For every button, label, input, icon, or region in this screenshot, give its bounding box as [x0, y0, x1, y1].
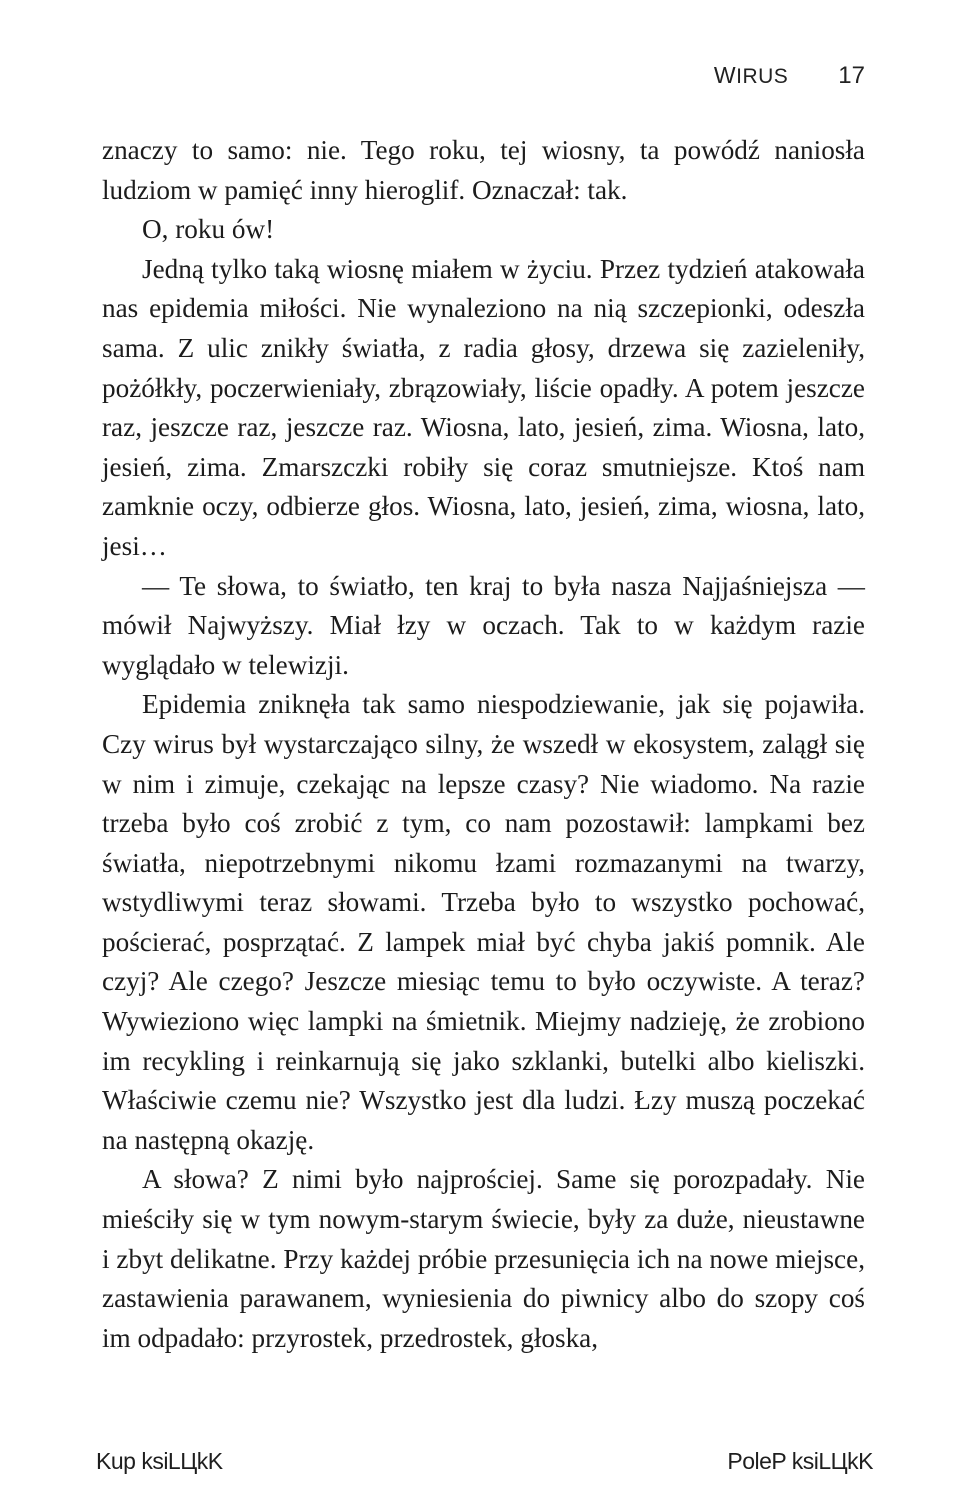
paragraph: Epidemia zniknęła tak samo niespodziewanie, jak się pojawiła. Czy wirus był wystarczająco silny, że wszedł w ekosystem, zalągł się w nim i zimuje, czekając na lepsze czasy? Nie wiadomo. Na razie trzeba było coś zrobić z tym, co nam pozostawił: lampkami bez światła, niepotrzebnymi nikomu łzami rozmazanymi na twarzy, wstydliwymi teraz słowami. Trzeba było to wszystko pochować, pościerać, posprzątać. Z lampek miał być chyba jakiś pomnik. Ale czyj? Ale czego? Jeszcze miesiąc temu to było oczywiste. A teraz? Wywieziono więc lampki na śmietnik. Miejmy nadzieję, że zrobiono im recykling i reinkarnują się jako szklanki, butelki albo kieliszki. Właściwie czemu nie? Wszystko jest dla ludzi. Łzy muszą poczekać na następną okazję. — [102, 689, 865, 1155]
buy-book-link[interactable]: Kup ksiLЦkK — [96, 1448, 223, 1474]
recommend-book-link[interactable]: PoleP ksiLЦkK — [727, 1448, 873, 1474]
running-head — [714, 62, 865, 90]
paragraph: Jedną tylko taką wiosnę miałem w życiu. Przez tydzień atakowała nas epidemia miłości. Nie wynaleziono na nią szczepionki, odeszła sama. Z ulic znikły światła, z radia głosy, drzewa się zazieleniły, pożółkły, poczerwieniały, zbrązowiały, liście opadły. A potem jeszcze raz, jeszcze raz, jeszcze raz. Wiosna, lato, jesień, zima. Wiosna, lato, jesień, zima. Zmarszczki robiły się coraz smutniejsze. Ktoś nam zamknie oczy, odbierze głos. Wiosna, lato, jesień, zima, wiosna, lato, jesi… — [102, 253, 865, 561]
running-head-title-rest: IRUS — [736, 65, 789, 88]
paragraph: A słowa? Z nimi było najprościej. Same się porozpadały. Nie mieściły się w tym nowym-starym świecie, były za duże, nieustawne i zbyt delikatne. Przy każdej próbie przesunięcia ich na nowe miejsce, zastawienia parawanem, wyniesienia do piwnicy albo do szopy coś im odpadało: przyrostek, przedrostek, głoska, — [102, 1164, 865, 1353]
running-head-title-initial: W — [713, 62, 737, 88]
paragraph-continuation: znaczy to samo: nie. Tego roku, tej wiosny, ta powódź naniosła ludziom w pamięć inny hieroglif. Oznaczał: tak. — [102, 135, 865, 205]
paragraph-dialogue: — Te słowa, to światło, ten kraj to była nasza Najjaśniejsza — mówił Najwyższy. Miał łzy w oczach. Tak to w każdym razie wyglądało w telewizji. — [102, 570, 865, 680]
paragraph: O, roku ów! — [142, 214, 275, 245]
page-number: 17 — [838, 62, 865, 89]
page-footer — [96, 1448, 873, 1475]
running-head-title — [714, 62, 788, 89]
body-text — [102, 131, 865, 1358]
